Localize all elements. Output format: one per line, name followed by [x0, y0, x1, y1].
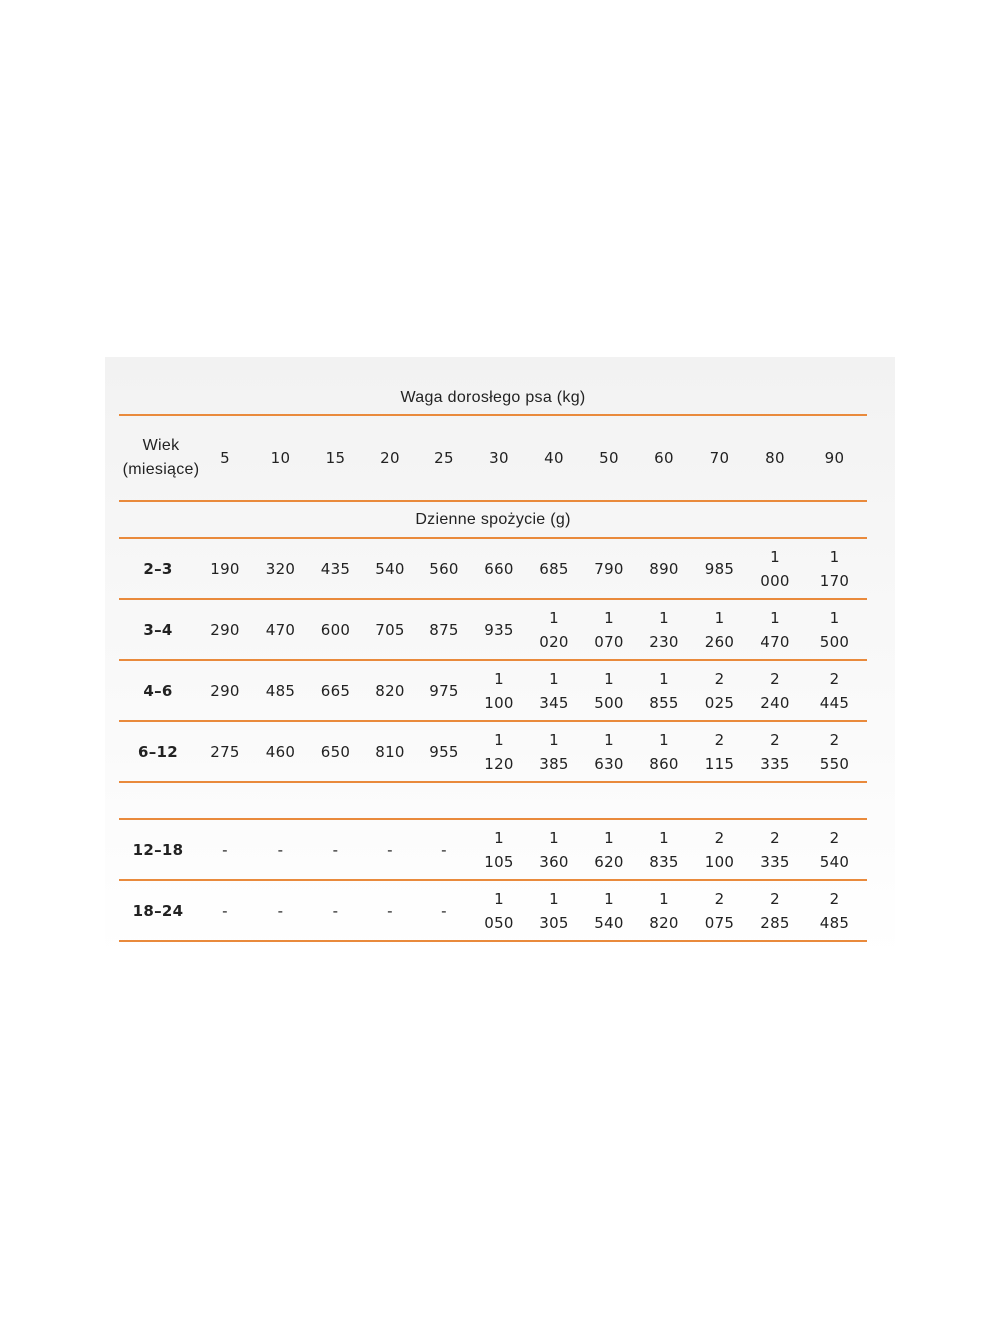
intake-cell: [802, 538, 867, 599]
intake-cell: [363, 721, 417, 782]
intake-value: -: [332, 840, 339, 859]
intake-value: -: [277, 840, 284, 859]
intake-value: 1 855: [649, 669, 679, 712]
intake-cell: [417, 880, 471, 941]
intake-cell: [253, 721, 308, 782]
weight-header-cell: 70: [691, 415, 748, 501]
intake-value: 2 485: [819, 889, 850, 932]
intake-value: 1 360: [539, 828, 569, 871]
intake-value: 810: [375, 742, 405, 761]
intake-cell: [748, 721, 802, 782]
intake-cell: [691, 538, 748, 599]
intake-cell: [527, 819, 581, 880]
intake-value: -: [441, 840, 447, 859]
intake-value: 1 540: [594, 889, 624, 932]
intake-value: 1 500: [819, 608, 850, 651]
intake-cell: [417, 599, 471, 660]
intake-cell: [802, 660, 867, 721]
intake-value: 790: [594, 559, 624, 578]
intake-value: 1 120: [484, 730, 514, 773]
intake-value: 290: [210, 681, 240, 700]
table-row: [119, 660, 867, 721]
intake-value: 1 500: [594, 669, 624, 712]
intake-cell: [691, 660, 748, 721]
weight-header-cell: 25: [417, 415, 471, 501]
intake-value: -: [441, 901, 447, 920]
intake-cell: [471, 538, 527, 599]
intake-cell: [417, 819, 471, 880]
intake-value: 890: [649, 559, 679, 578]
weight-header-cell: 20: [363, 415, 417, 501]
intake-cell: [637, 880, 691, 941]
intake-cell: [637, 599, 691, 660]
intake-cell: [581, 538, 637, 599]
intake-value: 1 835: [649, 828, 679, 871]
intake-cell: [527, 538, 581, 599]
intake-value: 1 100: [484, 669, 514, 712]
intake-cell: [308, 880, 363, 941]
intake-value: 875: [429, 620, 459, 639]
intake-cell: [637, 721, 691, 782]
intake-cell: [581, 599, 637, 660]
intake-cell: [748, 538, 802, 599]
intake-cell: [308, 538, 363, 599]
age-cell: 2–3: [119, 538, 197, 599]
intake-cell: [253, 599, 308, 660]
weight-header-cell: 30: [471, 415, 527, 501]
intake-value: 2 115: [704, 730, 735, 773]
intake-value: 2 550: [819, 730, 850, 773]
intake-value: 290: [210, 620, 240, 639]
age-cell: 12–18: [119, 819, 197, 880]
intake-value: 935: [484, 620, 514, 639]
intake-cell: [581, 880, 637, 941]
intake-value: 2 335: [760, 730, 790, 773]
intake-cell: [253, 538, 308, 599]
intake-cell: [197, 660, 253, 721]
intake-value: 665: [320, 681, 351, 700]
intake-cell: [691, 721, 748, 782]
intake-value: 2 240: [760, 669, 790, 712]
intake-value: 2 100: [704, 828, 735, 871]
table-subtitle: Dzienne spożycie (g): [119, 501, 867, 538]
intake-cell: [197, 721, 253, 782]
intake-cell: [527, 880, 581, 941]
weight-header-cell: 40: [527, 415, 581, 501]
intake-cell: [802, 819, 867, 880]
intake-value: 435: [320, 559, 351, 578]
intake-cell: [363, 819, 417, 880]
intake-value: 1 860: [649, 730, 679, 773]
intake-value: 1 260: [704, 608, 735, 651]
intake-value: 2 445: [819, 669, 850, 712]
table-row: [119, 599, 867, 660]
intake-value: 820: [375, 681, 405, 700]
intake-cell: [363, 660, 417, 721]
intake-value: -: [387, 840, 393, 859]
intake-value: 1 820: [649, 889, 679, 932]
intake-value: 1 070: [594, 608, 624, 651]
intake-cell: [308, 599, 363, 660]
intake-cell: [197, 819, 253, 880]
intake-value: 955: [429, 742, 459, 761]
intake-value: -: [222, 840, 228, 859]
intake-cell: [197, 538, 253, 599]
age-cell: 18–24: [119, 880, 197, 941]
intake-value: 2 025: [704, 669, 735, 712]
intake-cell: [417, 660, 471, 721]
intake-value: 1 630: [594, 730, 624, 773]
age-cell: 4–6: [119, 660, 197, 721]
intake-value: 975: [429, 681, 459, 700]
intake-cell: [308, 660, 363, 721]
intake-value: 460: [265, 742, 296, 761]
intake-value: 1 470: [760, 608, 790, 651]
table-row: [119, 538, 867, 599]
intake-cell: [197, 599, 253, 660]
intake-value: 2 335: [760, 828, 790, 871]
intake-cell: [471, 660, 527, 721]
age-cell: 6–12: [119, 721, 197, 782]
feeding-table-panel: [105, 357, 895, 960]
intake-value: 1 105: [484, 828, 514, 871]
intake-value: 2 285: [760, 889, 790, 932]
intake-cell: [748, 599, 802, 660]
intake-cell: [363, 599, 417, 660]
age-column-header: Wiek (miesiące): [119, 415, 197, 501]
weight-header-cell: 5: [197, 415, 253, 501]
table-header-row: [119, 415, 867, 501]
group-separator-cell: [119, 782, 867, 819]
intake-value: 1 020: [539, 608, 569, 651]
intake-value: 685: [539, 559, 569, 578]
intake-cell: [527, 721, 581, 782]
intake-value: 1 345: [539, 669, 569, 712]
intake-cell: [748, 880, 802, 941]
intake-cell: [637, 660, 691, 721]
intake-value: 650: [320, 742, 351, 761]
intake-cell: [802, 721, 867, 782]
table-title-row: [119, 381, 867, 415]
intake-value: 320: [265, 559, 296, 578]
group-separator-row: [119, 782, 867, 819]
intake-cell: [637, 538, 691, 599]
intake-cell: [308, 721, 363, 782]
intake-cell: [581, 660, 637, 721]
intake-cell: [363, 538, 417, 599]
table-row: [119, 721, 867, 782]
intake-cell: [802, 599, 867, 660]
table-subtitle-row: [119, 501, 867, 538]
intake-cell: [471, 721, 527, 782]
intake-cell: [363, 880, 417, 941]
intake-cell: [253, 880, 308, 941]
intake-value: -: [277, 901, 284, 920]
feeding-table: [119, 381, 867, 942]
intake-value: 485: [265, 681, 296, 700]
intake-cell: [748, 660, 802, 721]
intake-cell: [802, 880, 867, 941]
intake-cell: [581, 721, 637, 782]
weight-header-cell: 80: [748, 415, 802, 501]
intake-value: 1 000: [760, 547, 790, 590]
intake-value: 705: [375, 620, 405, 639]
intake-cell: [527, 660, 581, 721]
intake-value: 1 305: [539, 889, 569, 932]
intake-value: 1 385: [539, 730, 569, 773]
weight-header-cell: 50: [581, 415, 637, 501]
intake-cell: [527, 599, 581, 660]
intake-cell: [691, 599, 748, 660]
weight-header-cell: 15: [308, 415, 363, 501]
intake-value: 985: [704, 559, 735, 578]
intake-cell: [253, 660, 308, 721]
weight-header-cell: 10: [253, 415, 308, 501]
table-row: [119, 880, 867, 941]
intake-cell: [417, 721, 471, 782]
intake-value: -: [332, 901, 339, 920]
intake-cell: [581, 819, 637, 880]
intake-cell: [308, 819, 363, 880]
weight-header-cell: 60: [637, 415, 691, 501]
intake-value: -: [387, 901, 393, 920]
intake-cell: [748, 819, 802, 880]
intake-cell: [637, 819, 691, 880]
intake-value: 275: [210, 742, 240, 761]
weight-header-cell: 90: [802, 415, 867, 501]
intake-value: 1 050: [484, 889, 514, 932]
intake-value: 660: [484, 559, 514, 578]
intake-value: 470: [265, 620, 296, 639]
intake-value: 600: [320, 620, 351, 639]
intake-value: 1 230: [649, 608, 679, 651]
intake-cell: [471, 599, 527, 660]
intake-value: 190: [210, 559, 240, 578]
table-row: [119, 819, 867, 880]
intake-cell: [417, 538, 471, 599]
intake-value: 2 540: [819, 828, 850, 871]
intake-value: 1 170: [819, 547, 850, 590]
intake-value: 2 075: [704, 889, 735, 932]
intake-cell: [197, 880, 253, 941]
age-cell: 3–4: [119, 599, 197, 660]
intake-value: 540: [375, 559, 405, 578]
intake-value: 560: [429, 559, 459, 578]
intake-cell: [691, 880, 748, 941]
intake-value: 1 620: [594, 828, 624, 871]
intake-value: -: [222, 901, 228, 920]
table-title: Waga dorosłego psa (kg): [119, 381, 867, 415]
intake-cell: [691, 819, 748, 880]
intake-cell: [471, 819, 527, 880]
intake-cell: [471, 880, 527, 941]
intake-cell: [253, 819, 308, 880]
